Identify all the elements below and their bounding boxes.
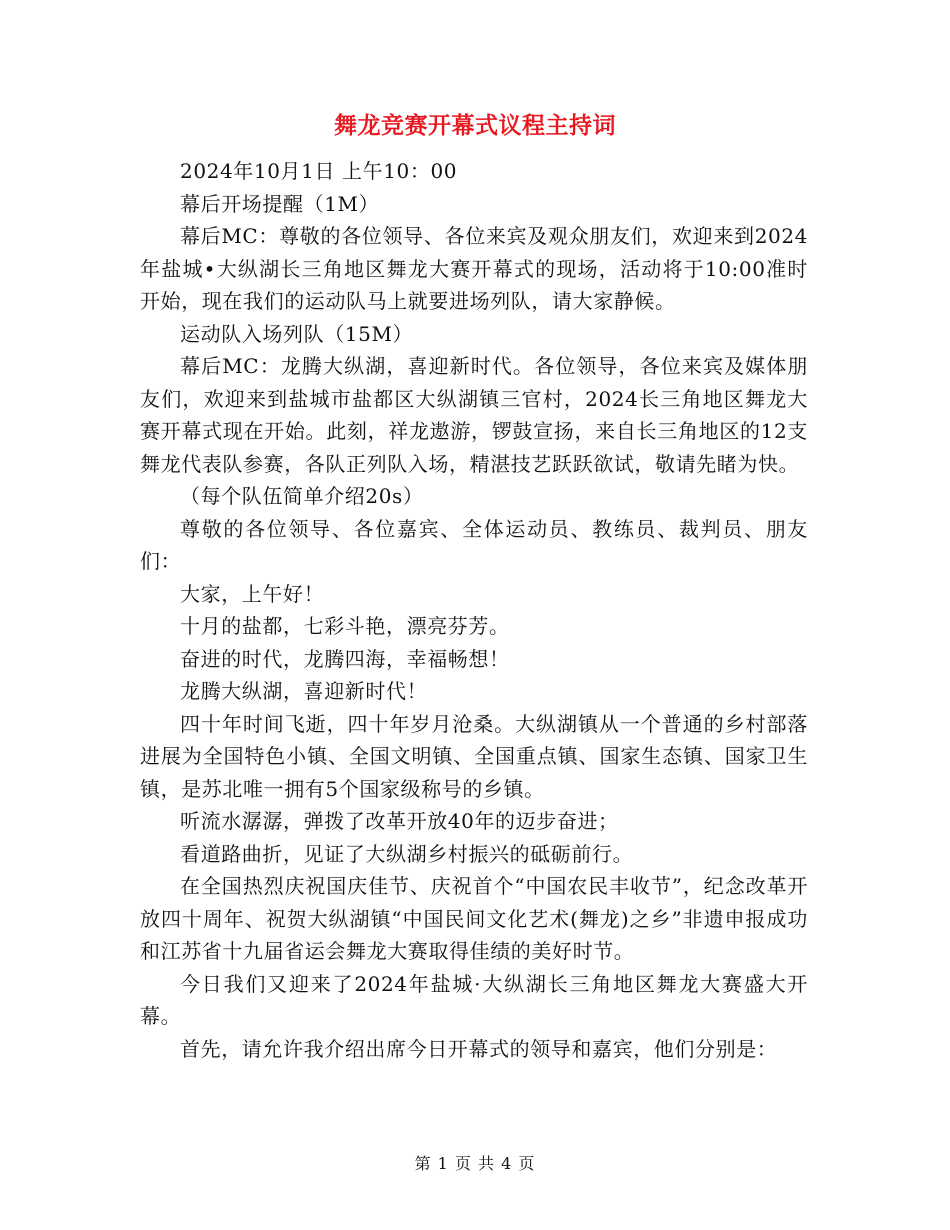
paragraph-greeting: 尊敬的各位领导、各位嘉宾、全体运动员、教练员、裁判员、朋友们： — [140, 516, 808, 573]
paragraph-good-morning: 大家，上午好！ — [180, 581, 325, 606]
paragraph-verse-1: 十月的盐都，七彩斗艳，漂亮芬芳。 — [180, 614, 510, 638]
paragraph-mc-welcome: 幕后MC：尊敬的各位领导、各位来宾及观众朋友们，欢迎来到2024年盐城•大纵湖长三角地区舞龙大赛开幕式的现场，活动将于10:00准时开始，现在我们的运动队马上就要进场列队，请大家静候。 — [140, 224, 808, 313]
paragraph-verse-2: 奋进的时代，龙腾四海，幸福畅想！ — [180, 646, 510, 671]
paragraph-opening-reminder: 幕后开场提醒（1M） — [180, 191, 380, 216]
paragraph-verse-4: 听流水潺潺，弹拨了改革开放40年的迈步奋进； — [180, 809, 619, 833]
paragraph-verse-5: 看道路曲折，见证了大纵湖乡村振兴的砥砺前行。 — [180, 841, 634, 866]
document-title: 舞龙竞赛开幕式议程主持词 — [334, 112, 616, 139]
paragraph-mc-opening: 幕后MC：龙腾大纵湖，喜迎新时代。各位领导，各位来宾及媒体朋友们，欢迎来到盐城市盐都区大纵湖镇三官村，2024长三角地区舞龙大赛开幕式现在开始。此刻，祥龙遨游，锣鼓宣扬，来自长三角地区的12支舞龙代表队参赛，各队正列队入场，精湛技艺跃跃欲试，敬请先睹为快。 — [140, 354, 808, 476]
paragraph-date: 2024年10月1日 上午10：00 — [180, 159, 458, 183]
paragraph-verse-3: 龙腾大纵湖，喜迎新时代！ — [180, 679, 428, 703]
paragraph-history: 四十年时间飞逝，四十年岁月沧桑。大纵湖镇从一个普通的乡村部落进展为全国特色小镇、全国文明镇、全国重点镇、国家生态镇、国家卫生镇，是苏北唯一拥有5个国家级称号的乡镇。 — [140, 711, 808, 801]
paragraph-team-intro-note: （每个队伍简单介绍20s） — [180, 484, 424, 508]
paragraph-celebration: 在全国热烈庆祝国庆佳节、庆祝首个“中国农民丰收节”，纪念改革开放四十周年、祝贺大纵湖镇“中国民间文化艺术(舞龙)之乡”非遗申报成功和江苏省十九届省运会舞龙大赛取得佳绩的美好时节。 — [140, 874, 808, 963]
paragraph-team-entry: 运动队入场列队（15M） — [180, 321, 414, 346]
paragraph-guest-intro: 首先，请允许我介绍出席今日开幕式的领导和嘉宾，他们分别是： — [180, 1036, 778, 1061]
paragraph-grand-opening: 今日我们又迎来了2024年盐城·大纵湖长三角地区舞龙大赛盛大开幕。 — [140, 971, 808, 1028]
page-number-footer: 第 1 页 共 4 页 — [414, 1154, 536, 1173]
document-body — [140, 155, 808, 1065]
